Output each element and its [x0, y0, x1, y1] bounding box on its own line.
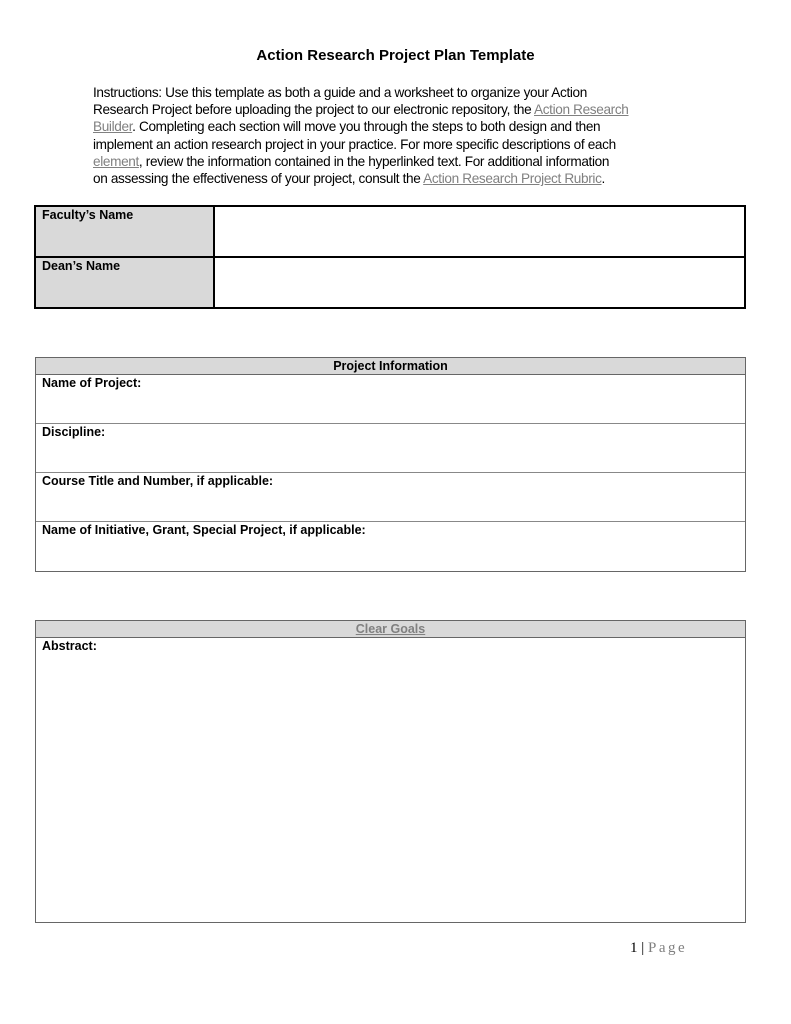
table-row	[35, 257, 745, 308]
faculty-name-field[interactable]	[214, 206, 745, 257]
clear-goals-header	[36, 621, 745, 638]
page-footer	[630, 940, 687, 957]
instructions	[93, 84, 629, 187]
dean-name-field[interactable]	[214, 257, 745, 308]
instructions-line: Builder. Completing each section will move you through the steps to both design and then	[93, 119, 601, 135]
people-table	[34, 205, 746, 309]
project-name-field[interactable]: Name of Project:	[36, 375, 745, 424]
project-information-header: Project Information	[36, 358, 745, 375]
instructions-line: on assessing the effectiveness of your project, consult the Action Research Project Rubric.	[93, 171, 605, 187]
instructions-line: Research Project before uploading the project to our electronic repository, the Action Research	[93, 102, 629, 118]
faculty-name-label: Faculty’s Name	[35, 206, 214, 257]
element-link[interactable]: element	[93, 153, 139, 169]
page-label: Page	[648, 940, 688, 956]
rubric-link[interactable]: Action Research Project Rubric	[423, 171, 602, 187]
table-row	[35, 206, 745, 257]
action-research-builder-link[interactable]: Action Research	[534, 102, 629, 118]
initiative-field[interactable]: Name of Initiative, Grant, Special Project, if applicable:	[42, 523, 366, 537]
instructions-line: Instructions: Use this template as both a guide and a worksheet to organize your Action	[93, 85, 587, 100]
clear-goals-table	[35, 620, 746, 923]
clear-goals-link[interactable]: Clear Goals	[355, 622, 426, 636]
instructions-line: implement an action research project in your practice. For more specific descriptions of each	[93, 136, 616, 152]
page-number: 1	[630, 940, 638, 956]
dean-name-label: Dean’s Name	[35, 257, 214, 308]
project-information-table	[35, 357, 746, 572]
discipline-field[interactable]: Discipline:	[36, 424, 745, 473]
abstract-field[interactable]: Abstract:	[42, 639, 97, 653]
course-title-field[interactable]: Course Title and Number, if applicable:	[36, 473, 745, 522]
instructions-line: element, review the information contained in the hyperlinked text. For additional information	[93, 153, 610, 169]
page-title: Action Research Project Plan Template	[256, 47, 535, 64]
page-separator: |	[637, 940, 649, 956]
action-research-builder-link-cont[interactable]: Builder	[93, 119, 133, 135]
